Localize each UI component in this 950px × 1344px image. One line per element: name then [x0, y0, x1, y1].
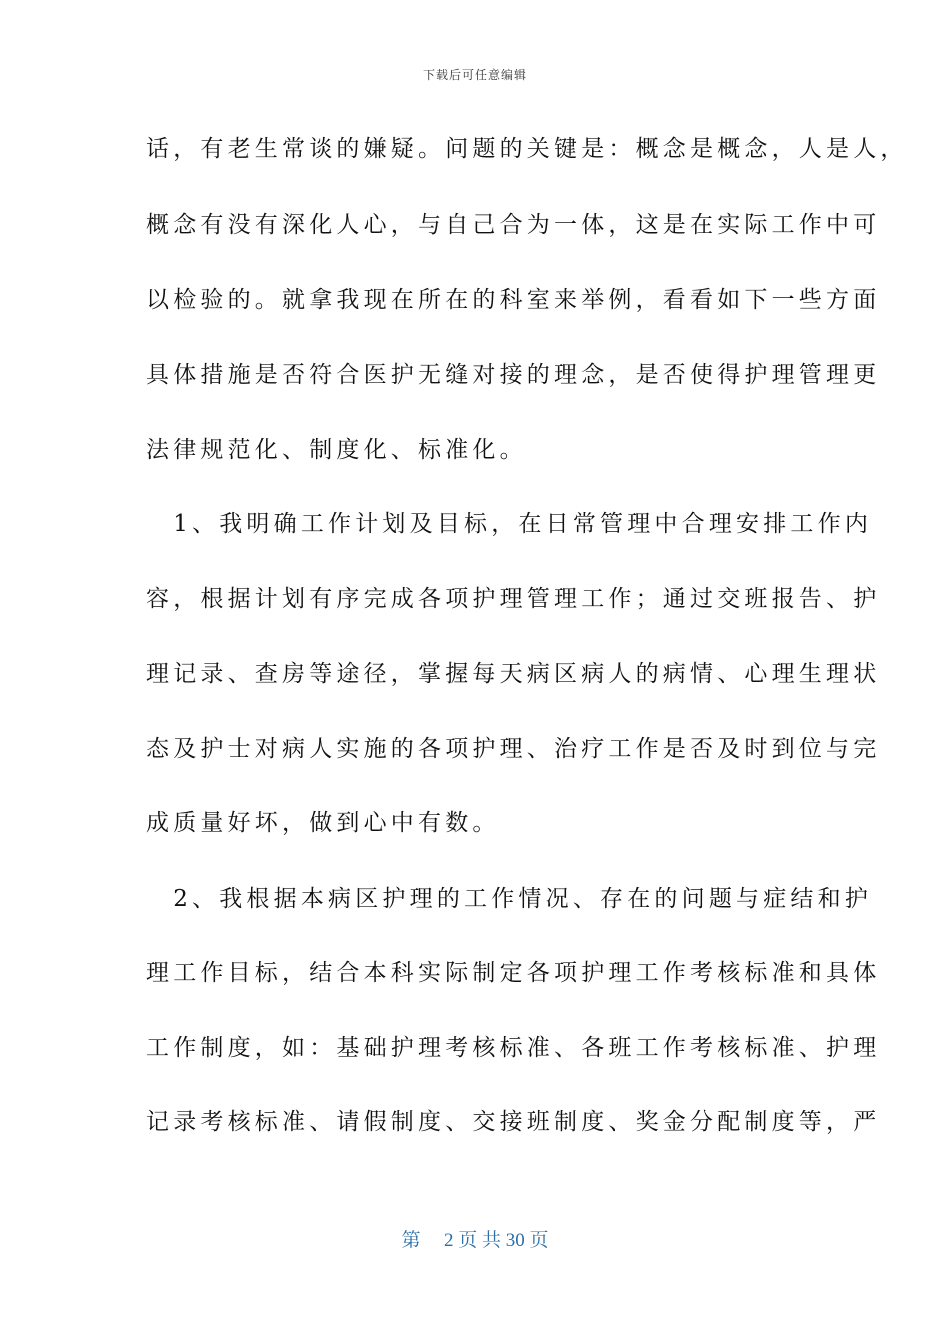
text-line: 理记录、查房等途径，掌握每天病区病人的病情、心理生理状	[146, 661, 881, 687]
text-line: 1、我明确工作计划及目标，在日常管理中合理安排工作内	[146, 511, 873, 537]
page-footer	[0, 1225, 950, 1252]
footer-middle: 页 共	[458, 1230, 501, 1251]
text-line: 成质量好坏，做到心中有数。	[146, 810, 500, 836]
total-pages: 30	[505, 1230, 525, 1251]
footer-prefix: 第	[401, 1230, 421, 1251]
text-line: 以检验的。就拿我现在所在的科室来举例，看看如下一些方面	[146, 287, 881, 313]
text-line: 容，根据计划有序完成各项护理管理工作；通过交班报告、护	[146, 586, 881, 612]
header-note: 下载后可任意编辑	[422, 68, 527, 82]
text-line: 理工作目标，结合本科实际制定各项护理工作考核标准和具体	[146, 960, 881, 986]
text-line: 话，有老生常谈的嫌疑。问题的关键是：概念是概念，人是人，	[146, 136, 908, 162]
text-line: 记录考核标准、请假制度、交接班制度、奖金分配制度等，严	[146, 1109, 881, 1135]
text-line: 态及护士对病人实施的各项护理、治疗工作是否及时到位与完	[146, 736, 881, 762]
text-line: 具体措施是否符合医护无缝对接的理念，是否使得护理管理更	[146, 362, 881, 388]
text-line: 2、我根据本病区护理的工作情况、存在的问题与症结和护	[146, 886, 873, 912]
text-line: 概念有没有深化人心，与自己合为一体，这是在实际工作中可	[146, 212, 881, 238]
text-line: 法律规范化、制度化、标准化。	[146, 437, 527, 463]
page-number: 2	[443, 1230, 454, 1251]
footer-suffix: 页	[529, 1230, 549, 1251]
text-line: 工作制度，如：基础护理考核标准、各班工作考核标准、护理	[146, 1035, 881, 1061]
